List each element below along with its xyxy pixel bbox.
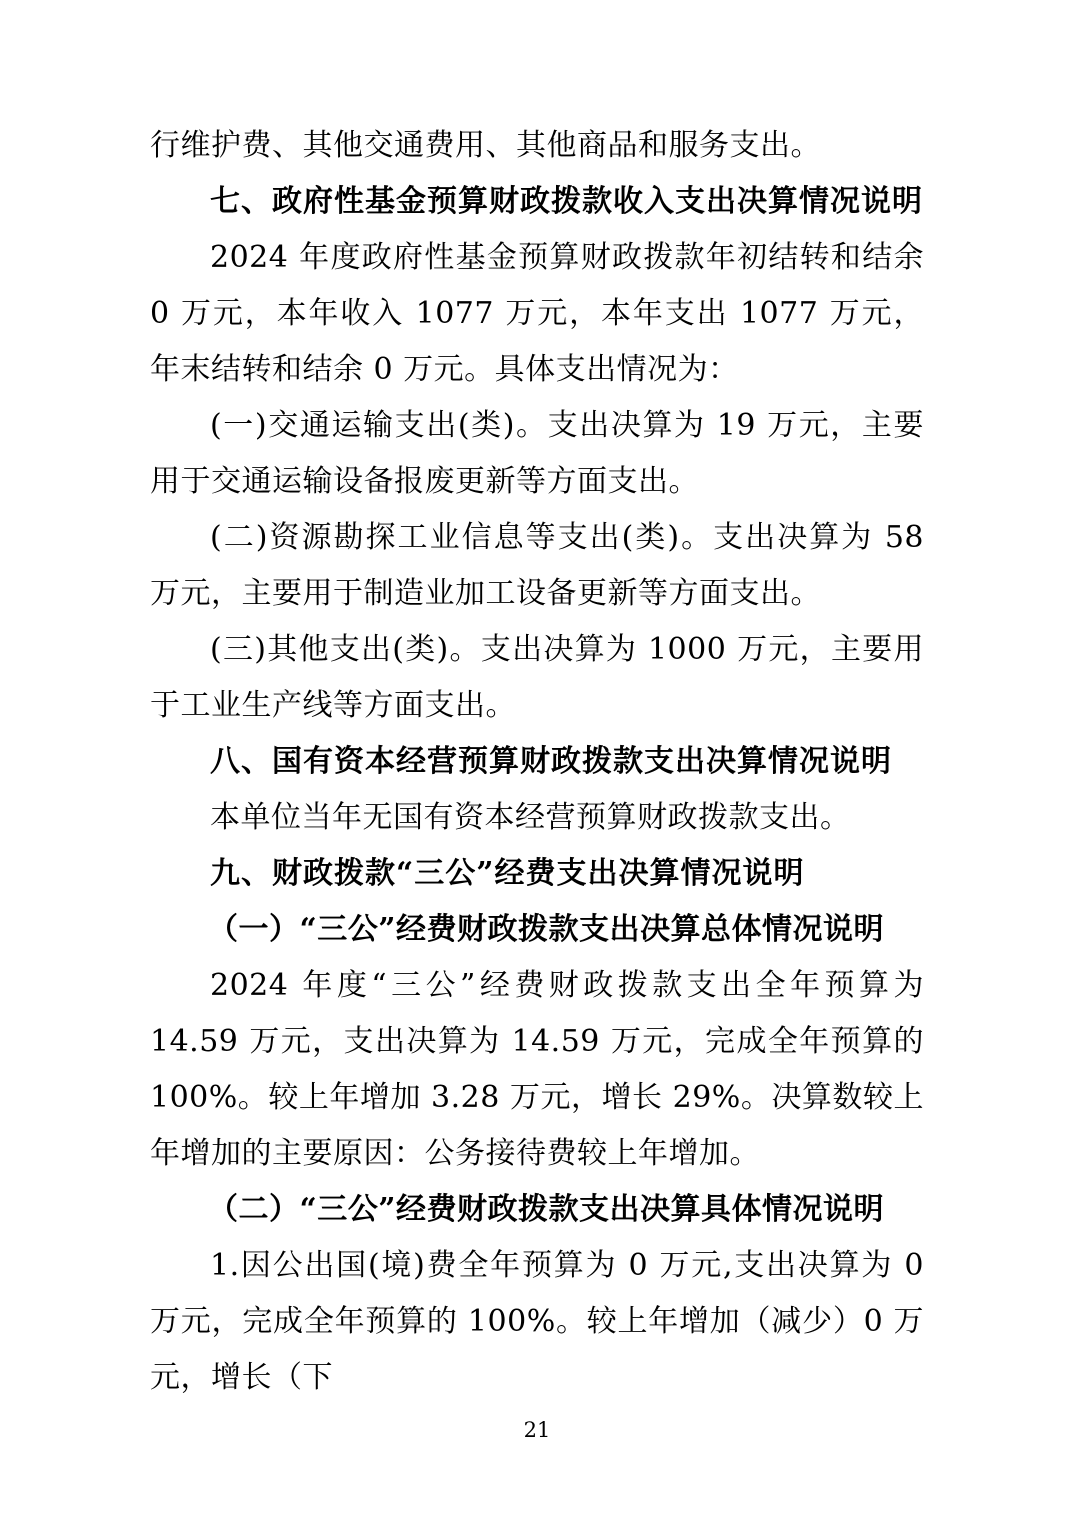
page-number: 21 — [523, 1418, 551, 1442]
paragraph-fund-budget-overview: 2024 年度政府性基金预算财政拨款年初结转和结余 0 万元，本年收入 1077 万元，本年支出 1077 万元，年末结转和结余 0 万元。具体支出情况为： — [150, 240, 924, 387]
page-content — [150, 118, 924, 1406]
paragraph-state-capital-none: 本单位当年无国有资本经营预算财政拨款支出。 — [210, 800, 851, 835]
paragraph-overseas-travel-expense: 1.因公出国(境)费全年预算为 0 万元,支出决算为 0 万元，完成全年预算的 100%。较上年增加（减少）0 万元，增长（下 — [150, 1248, 924, 1395]
section-heading-nine: 九、财政拨款“三公”经费支出决算情况说明 — [210, 856, 805, 891]
subsection-heading-one: （一）“三公”经费财政拨款支出决算总体情况说明 — [208, 912, 885, 947]
paragraph-resource-exploration-expenditure: (二)资源勘探工业信息等支出(类)。支出决算为 58 万元，主要用于制造业加工设备更新等方面支出。 — [150, 520, 924, 611]
paragraph-other-expenditure: (三)其他支出(类)。支出决算为 1000 万元，主要用于工业生产线等方面支出。 — [150, 632, 924, 723]
paragraph-continuation: 行维护费、其他交通费用、其他商品和服务支出。 — [150, 128, 821, 163]
subsection-heading-two: （二）“三公”经费财政拨款支出决算具体情况说明 — [208, 1192, 885, 1227]
paragraph-transport-expenditure: (一)交通运输支出(类)。支出决算为 19 万元，主要用于交通运输设备报废更新等方面支出。 — [150, 408, 924, 499]
paragraph-three-public-overview: 2024 年度“三公”经费财政拨款支出全年预算为 14.59 万元，支出决算为 14.59 万元，完成全年预算的 100%。较上年增加 3.28 万元，增长 29%。决算数较上年增加的主要原因：公务接待费较上年增加。 — [150, 968, 924, 1171]
section-heading-eight: 八、国有资本经营预算财政拨款支出决算情况说明 — [210, 744, 892, 779]
section-heading-seven: 七、政府性基金预算财政拨款收入支出决算情况说明 — [210, 184, 923, 219]
